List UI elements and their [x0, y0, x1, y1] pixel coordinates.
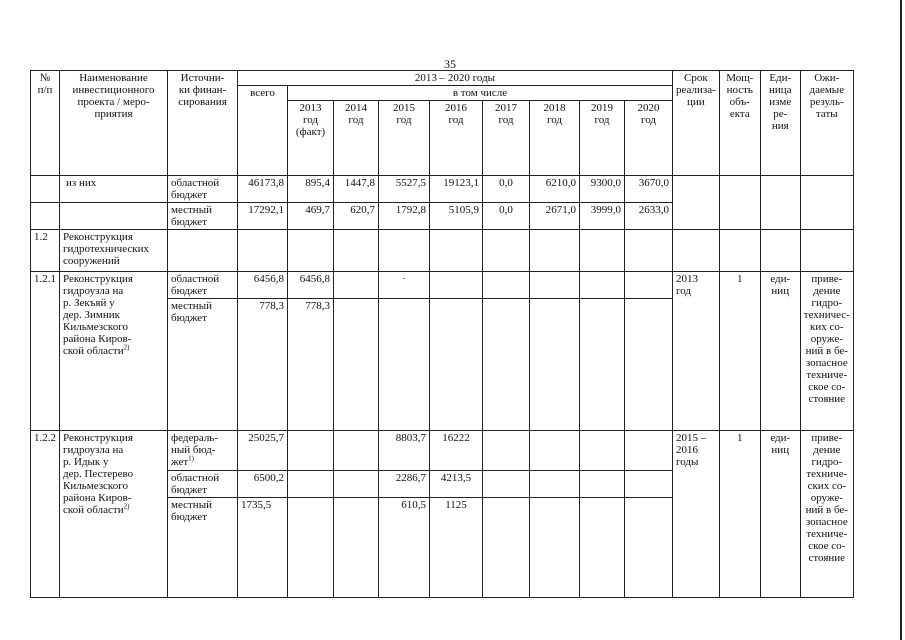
value-cell: 1125 [430, 498, 483, 598]
value-cell: 16222 [430, 431, 483, 471]
value-cell: 1792,8 [379, 203, 430, 230]
row-num [31, 176, 60, 203]
header-results: Ожи- даемые резуль- таты [800, 71, 853, 176]
header-year-2019: 2019 год [580, 101, 625, 176]
value-cell: 0,0 [483, 176, 530, 203]
table-row [31, 176, 854, 203]
header-unit: Еди- ница изме ре- ния [760, 71, 800, 176]
header-year-2013: 2013 год (факт) [288, 101, 334, 176]
value-cell: 895,4 [288, 176, 334, 203]
value-cell: 1735,5 [238, 498, 288, 598]
row-name: Реконструкция гидротехнических сооружений [60, 230, 168, 272]
unit-cell: еди- ниц [760, 431, 800, 598]
row-num: 1.2.2 [31, 431, 60, 598]
header-source: Источни- ки финан- сирования [168, 71, 238, 176]
value-cell: 610,5 [379, 498, 430, 598]
row-name: Реконструкция гидроузла на р. Зекъяй у дер. Зимник Кильмезского района Киров- ской области$^{2)}$ [60, 272, 168, 431]
value-cell: 2671,0 [530, 203, 580, 230]
header-name: Наименование инвестиционного проекта / меро- приятия [60, 71, 168, 176]
value-cell: 3670,0 [625, 176, 673, 203]
table-row [31, 431, 854, 471]
source-cell: областной бюджет [168, 272, 238, 299]
value-cell: 6456,8 [238, 272, 288, 299]
header-year-2018: 2018 год [530, 101, 580, 176]
power-cell: 1 [719, 272, 760, 431]
header-year-2014: 2014 год [334, 101, 379, 176]
value-cell: 6456,8 [288, 272, 334, 299]
source-cell: областной бюджет [168, 176, 238, 203]
value-cell: 620,7 [334, 203, 379, 230]
value-cell: 778,3 [288, 299, 334, 431]
value-cell: 778,3 [238, 299, 288, 431]
row-label: из них [60, 176, 168, 203]
term-cell: 2015 – 2016 годы [673, 431, 720, 598]
value-cell: 5527,5 [379, 176, 430, 203]
row-name: Реконструкция гидроузла на р. Идык у дер. Пестерево Кильмезского района Киров- ской области$^{2)}$ [60, 431, 168, 598]
header-period: 2013 – 2020 годы [238, 71, 673, 86]
value-cell: 1447,8 [334, 176, 379, 203]
term-cell: 2013 год [673, 272, 720, 431]
result-cell: приве- дение гидро- техниче- ских со- оруже- ний в бе- зопасное техниче- ское со- стояние [800, 431, 853, 598]
page-number: 35 [444, 57, 456, 71]
value-cell: 0,0 [483, 203, 530, 230]
value-cell: 2633,0 [625, 203, 673, 230]
table-row [31, 272, 854, 299]
value-cell: 46173,8 [238, 176, 288, 203]
value-cell: 25025,7 [238, 431, 288, 471]
header-num: № п/п [31, 71, 60, 176]
page-edge-line [900, 0, 902, 640]
value-cell: 2286,7 [379, 471, 430, 498]
header-total: всего [238, 86, 288, 176]
source-cell: областной бюджет [168, 471, 238, 498]
header-year-2020: 2020 год [625, 101, 673, 176]
header-power: Мощ- ность объ- екта [719, 71, 760, 176]
header-year-2016: 2016 год [430, 101, 483, 176]
value-cell: 469,7 [288, 203, 334, 230]
result-cell: приве- дение гидро- техничес- ких со- оруже- ний в бе- зопасное техниче- ское со- стояние [800, 272, 853, 431]
source-cell: федераль- ный бюд- жет$^{1)}$ [168, 431, 238, 471]
power-cell: 1 [719, 431, 760, 598]
header-term: Срок реализа- ции [673, 71, 720, 176]
source-cell: местный бюджет [168, 203, 238, 230]
investment-table [30, 70, 854, 598]
header-including: в том числе [288, 86, 673, 101]
source-cell: местный бюджет [168, 498, 238, 598]
value-cell: 4213,5 [430, 471, 483, 498]
value-cell: 9300,0 [580, 176, 625, 203]
header-year-2015: 2015 год [379, 101, 430, 176]
value-cell: 6210,0 [530, 176, 580, 203]
source-cell: местный бюджет [168, 299, 238, 431]
table-row [31, 230, 854, 272]
value-cell: 5105,9 [430, 203, 483, 230]
value-cell: 6500,2 [238, 471, 288, 498]
value-cell: 19123,1 [430, 176, 483, 203]
row-num: 1.2.1 [31, 272, 60, 431]
header-year-2017: 2017 год [483, 101, 530, 176]
value-cell: 8803,7 [379, 431, 430, 471]
dot-mark: · [379, 272, 430, 299]
value-cell: 17292,1 [238, 203, 288, 230]
value-cell: 3999,0 [580, 203, 625, 230]
row-num: 1.2 [31, 230, 60, 272]
unit-cell: еди- ниц [760, 272, 800, 431]
